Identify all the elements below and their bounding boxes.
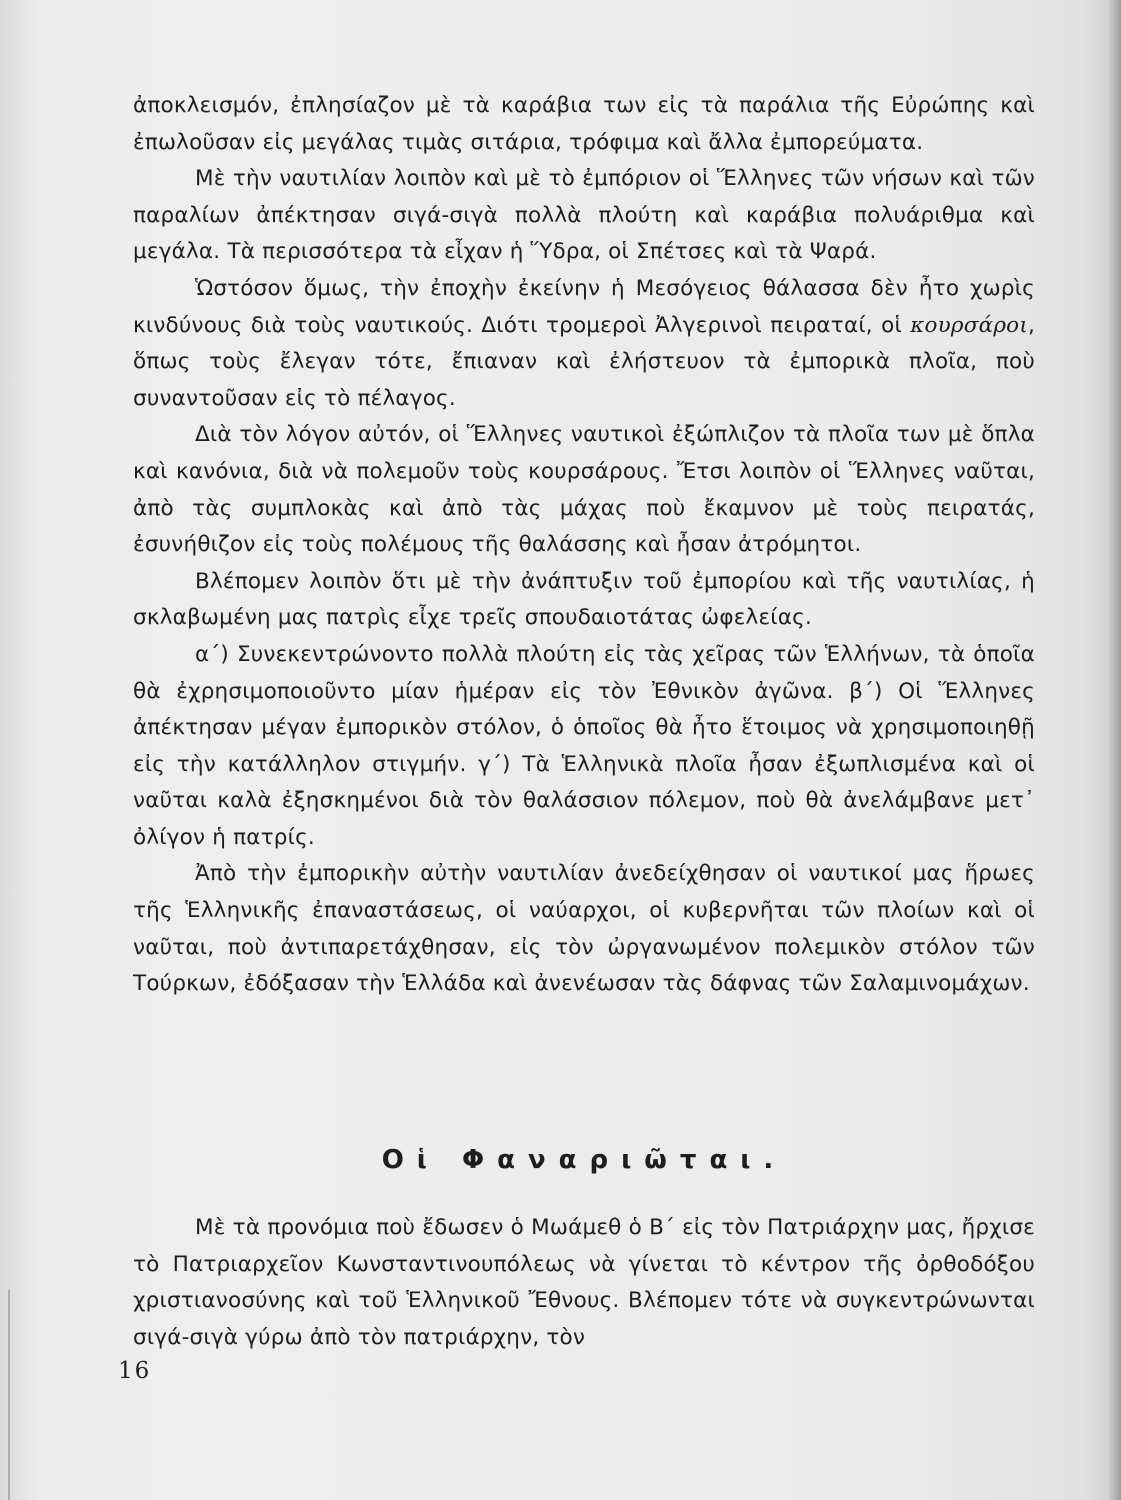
page-binding-shadow <box>1107 0 1121 1500</box>
section-text <box>133 1210 1035 1356</box>
paragraph-pirates <box>133 271 1035 417</box>
section-heading: Οἱ Φαναριῶται. <box>381 1145 787 1175</box>
page-number: 16 <box>118 1358 152 1384</box>
paragraph-patriarchate: Μὲ τὰ προνόμια ποὺ ἔδωσεν ὁ Μωάμεθ ὁ Β΄ εἰς τὸν Πατριάρχην μας, ἤρχισε τὸ Πατριαρχεῖον Κωνσταντινουπόλεως νὰ γίνεται τὸ κέντρον τῆς ὀρθοδόξου χριστιανοσύνης καὶ τοῦ Ἑλληνικοῦ Ἔθνους. Βλέπομεν τότε νὰ συγκεντρώνωνται σιγά-σιγὰ γύρω ἀπὸ τὸν πατριάρχην, τὸν <box>133 1215 1035 1350</box>
paragraph-navigation-wealth: Μὲ τὴν ναυτιλίαν λοιπὸν καὶ μὲ τὸ ἐμπόριον οἱ Ἕλληνες τῶν νήσων καὶ τῶν παραλίων ἀπέκτησαν σιγά-σιγὰ πολλὰ πλούτη καὶ καράβια πολυάριθμα καὶ μεγάλα. Τὰ περισσότερα τὰ εἶχαν ἡ Ὕδρα, οἱ Σπέτσες καὶ τὰ Ψαρά. <box>133 166 1035 265</box>
paragraph-benefits-list: α΄) Συνεκεντρώνοντο πολλὰ πλούτη εἰς τὰς χεῖρας τῶν Ἑλλήνων, τὰ ὁποῖα θὰ ἐχρησιμοποιοῦντο μίαν ἡμέραν εἰς τὸν Ἐθνικὸν ἀγῶνα. β΄) Οἱ Ἕλληνες ἀπέκτησαν μέγαν ἐμπορικὸν στόλον, ὁ ὁποῖος θὰ ἦτο ἕτοιμος νὰ χρησιμοποιηθῇ εἰς τὴν κατάλληλον στιγμήν. γ΄) Τὰ Ἑλληνικὰ πλοῖα ἦσαν ἐξωπλισμένα καὶ οἱ ναῦται καλὰ ἐξησκημένοι διὰ τὸν θαλάσσιον πόλεμον, ποὺ θὰ ἀνελάμβανε μετ᾽ ὀλίγον ἡ πατρίς. <box>133 641 1035 850</box>
page-edge-line <box>8 1290 10 1500</box>
main-text <box>133 88 1035 1003</box>
pirates-italic-term: κουρσάροι <box>910 312 1028 338</box>
pirates-text-before: Ὡστόσον ὅμως, τὴν ἐποχὴν ἐκείνην ἡ Μεσόγειος θάλασσα δὲν ἦτο χωρὶς κινδύνους διὰ τοὺς ναυτικούς. Διότι τρομεροὶ Ἀλγερινοὶ πειραταί, οἱ <box>133 275 1035 338</box>
pirates-text-after: , ὅπως τοὺς ἔλεγαν τότε, ἔπιαναν καὶ ἐλήστευον τὰ ἐμπορικὰ πλοῖα, ποὺ συναντοῦσαν εἰς τὸ πέλαγος. <box>133 312 1035 411</box>
paragraph-continuation: ἀποκλεισμόν, ἐπλησίαζον μὲ τὰ καράβια των εἰς τὰ παράλια τῆς Εὐρώπης καὶ ἐπωλοῦσαν εἰς μεγάλας τιμὰς σιτάρια, τρόφιμα καὶ ἄλλα ἐμπορεύματα. <box>133 93 1035 155</box>
paragraph-naval-heroes: Ἀπὸ τὴν ἐμπορικὴν αὐτὴν ναυτιλίαν ἀνεδείχθησαν οἱ ναυτικοί μας ἥρωες τῆς Ἑλληνικῆς ἐπαναστάσεως, οἱ ναύαρχοι, οἱ κυβερνῆται τῶν πλοίων καὶ οἱ ναῦται, ποὺ ἀντιπαρετάχθησαν, εἰς τὸν ὠργανωμένον πολεμικὸν στόλον τῶν Τούρκων, ἐδόξασαν τὴν Ἑλλάδα καὶ ἀνενέωσαν τὰς δάφνας τῶν Σαλαμινομάχων. <box>133 861 1035 997</box>
paragraph-benefits-intro: Βλέπομεν λοιπὸν ὅτι μὲ τὴν ἀνάπτυξιν τοῦ ἐμπορίου καὶ τῆς ναυτιλίας, ἡ σκλαβωμένη μας πατρὶς εἶχε τρεῖς σπουδαιοτάτας ὠφελείας. <box>133 568 1035 631</box>
paragraph-armed-ships: Διὰ τὸν λόγον αὐτόν, οἱ Ἕλληνες ναυτικοὶ ἐξώπλιζον τὰ πλοῖα των μὲ ὅπλα καὶ κανόνια, διὰ νὰ πολεμοῦν τοὺς κουρσάρους. Ἔτσι λοιπὸν οἱ Ἕλληνες ναῦται, ἀπὸ τὰς συμπλοκὰς καὶ ἀπὸ τὰς μάχας ποὺ ἔκαμνον μὲ τοὺς πειρατάς, ἐσυνήθιζον εἰς τοὺς πολέμους τῆς θαλάσσης καὶ ἦσαν ἀτρόμητοι. <box>133 422 1035 558</box>
